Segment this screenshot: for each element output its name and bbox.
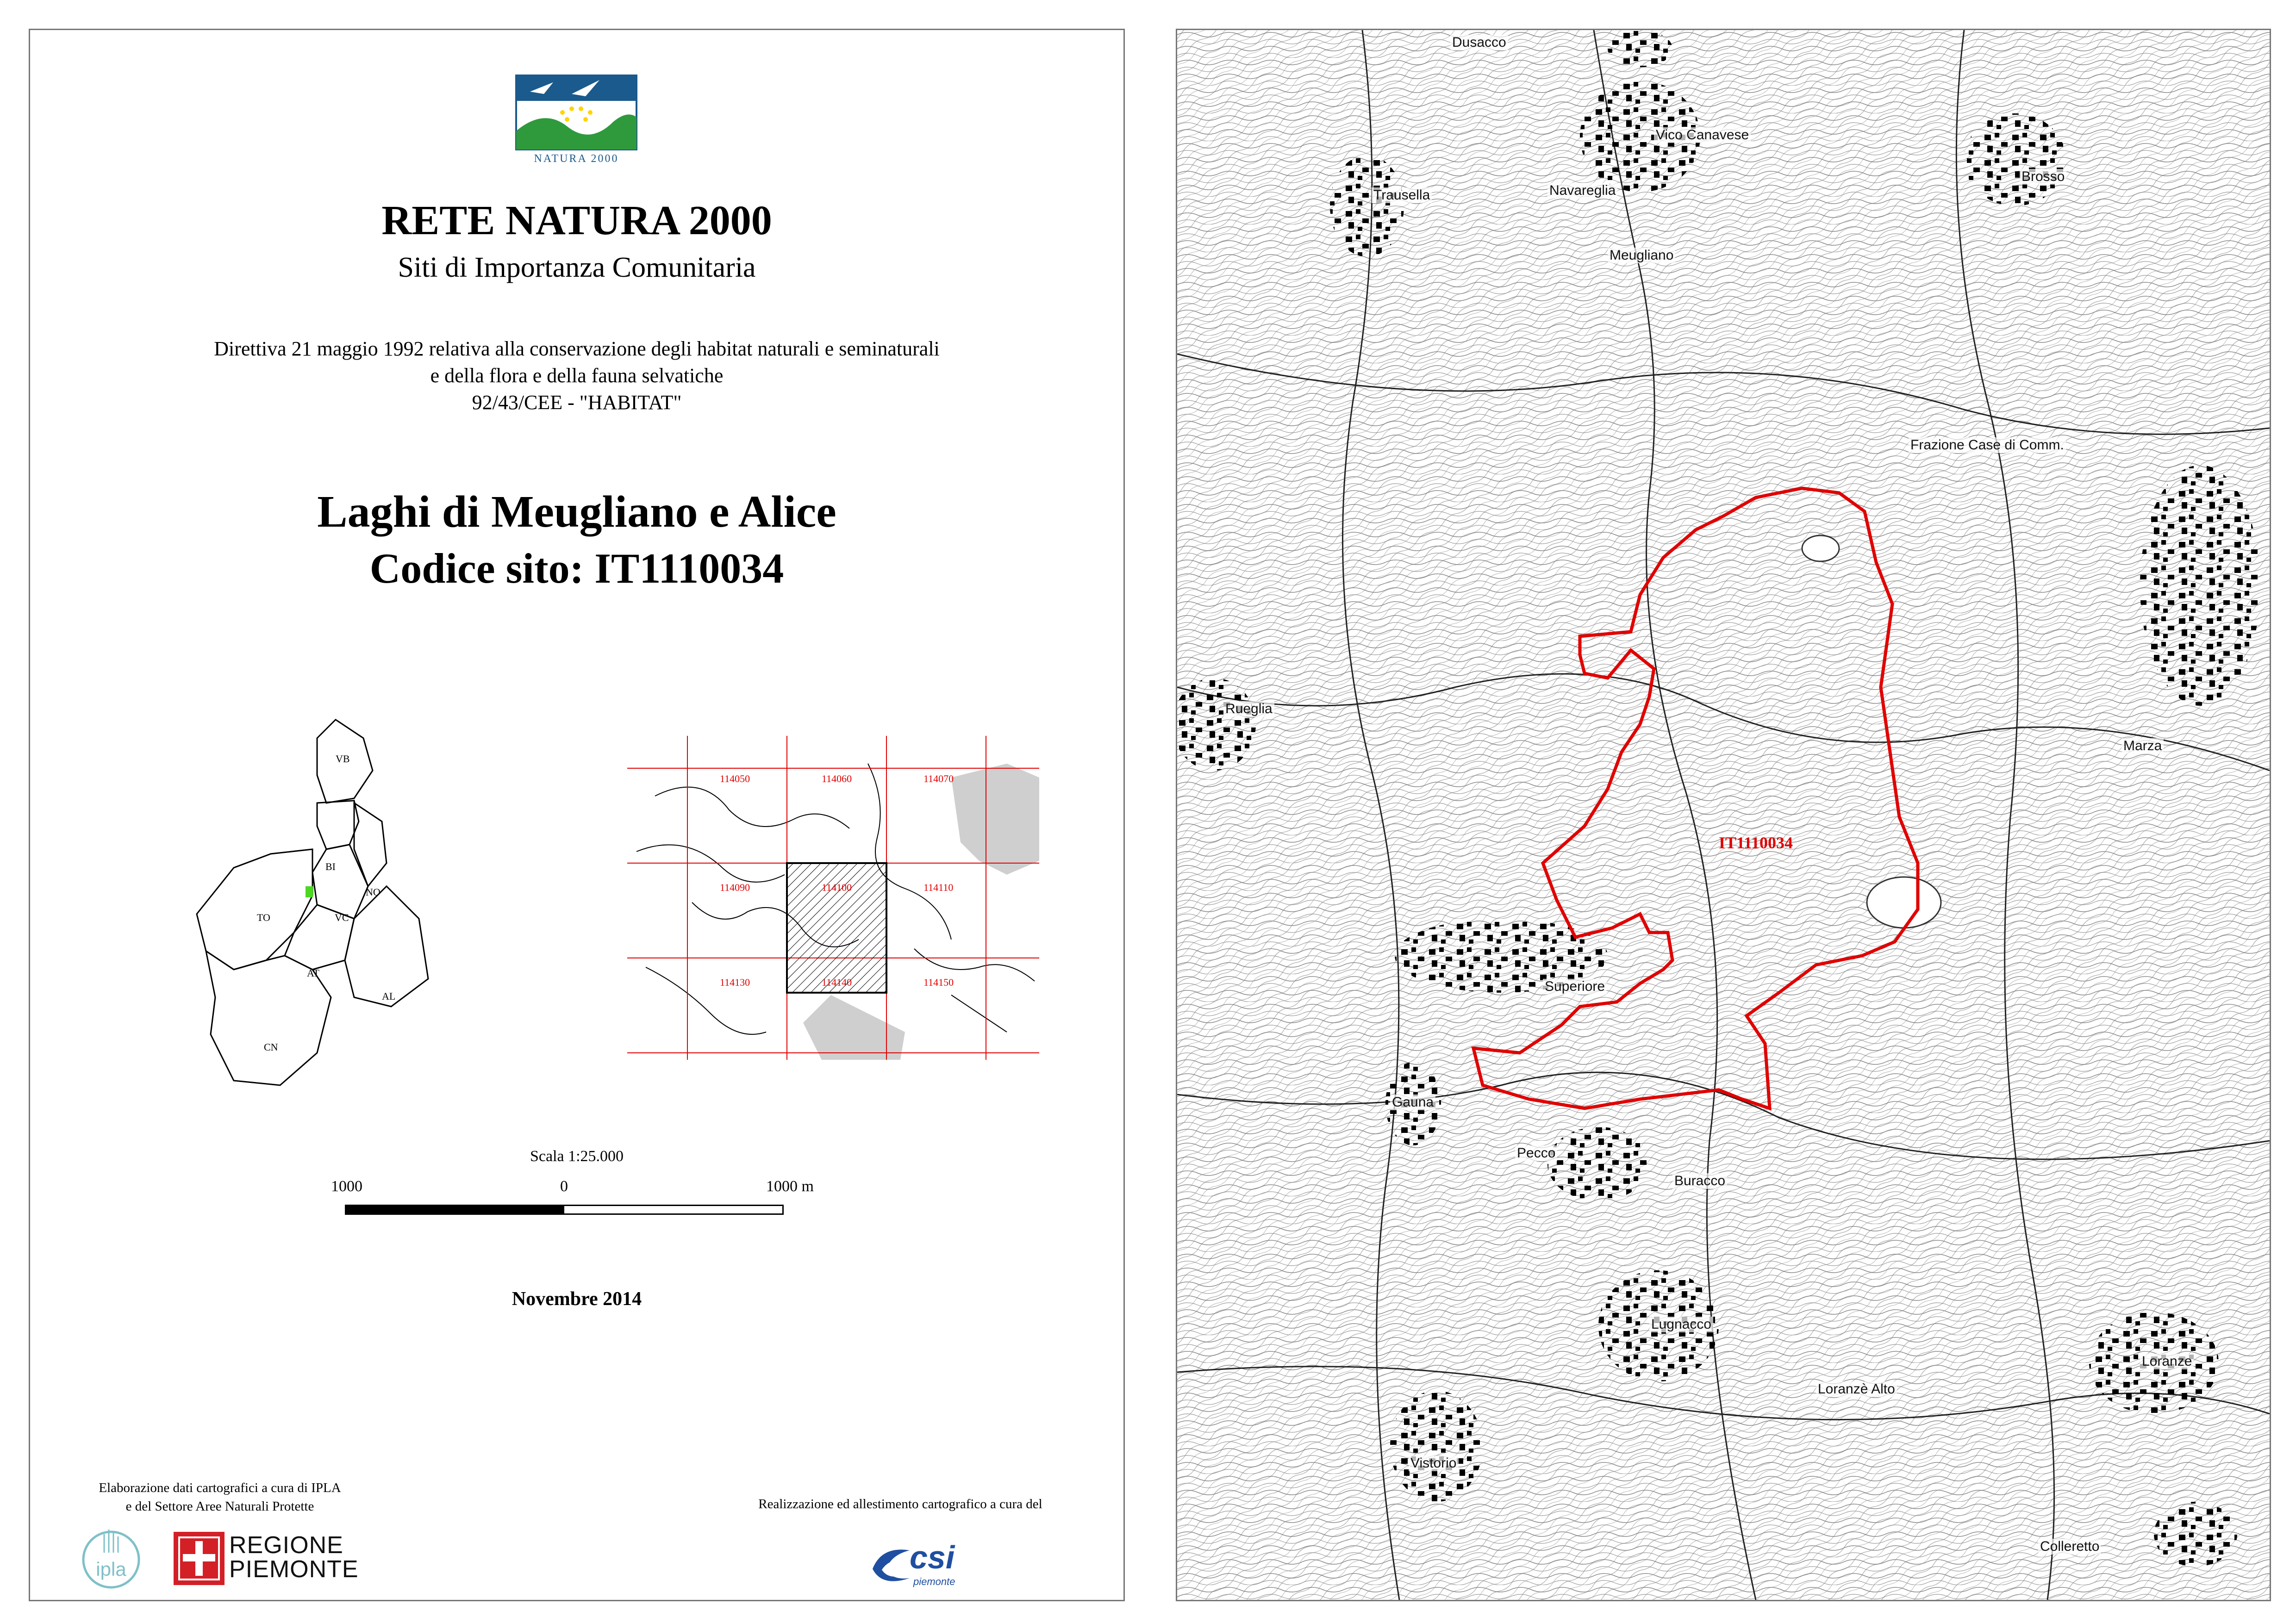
place-label: Colleretto (2038, 1539, 2101, 1555)
site-code-map-label: IT1110034 (1719, 833, 1793, 852)
place-label: Vico Canavese (1654, 127, 1751, 143)
province-label: CN (264, 1041, 278, 1053)
legend-panel (29, 29, 1125, 1601)
place-label: Loranzè Alto (1816, 1381, 1897, 1397)
directive-line: Direttiva 21 maggio 1992 relativa alla conservazione degli habitat naturali e seminaturali (214, 337, 940, 360)
grid-label: 114110 (923, 882, 954, 893)
place-label: Navareglia (1547, 183, 1617, 199)
scale-title: Scala 1:25.000 (530, 1148, 624, 1165)
place-label: Vistorio (1409, 1455, 1459, 1471)
lake (1867, 877, 1941, 928)
site-name: Laghi di Meugliano e Alice (317, 487, 836, 537)
province-label: VB (336, 753, 350, 765)
place-label: Buracco (1672, 1173, 1727, 1189)
place-label: Pecco (1515, 1145, 1557, 1161)
scale-label-right: 1000 m (766, 1178, 814, 1195)
directive-line: 92/43/CEE - "HABITAT" (472, 391, 682, 414)
grid-label: 114100 (822, 882, 852, 893)
place-label: Marza (2121, 738, 2164, 754)
page-subtitle: Siti di Importanza Comunitaria (398, 252, 756, 283)
province-label: AL (382, 990, 396, 1002)
place-label: Lugnacco (1649, 1317, 1713, 1332)
directive-line: e della flora e della fauna selvatiche (430, 364, 724, 387)
grid-inset-map (627, 736, 1039, 1060)
regione-line: PIEMONTE (229, 1556, 359, 1583)
place-label: Meugliano (1608, 248, 1675, 263)
ipla-credit-line: e del Settore Aree Naturali Protette (125, 1499, 314, 1514)
place-label: Gauna (1390, 1094, 1435, 1110)
site-location-marker (306, 886, 313, 897)
lake (1802, 535, 1839, 561)
place-label: Brosso (2020, 169, 2066, 185)
scale-label-left: 1000 (331, 1178, 362, 1195)
place-label: Trausella (1372, 187, 1432, 203)
grid-label: 114070 (923, 773, 954, 784)
place-label: Dusacco (1450, 35, 1508, 50)
ipla-credit (81, 1479, 359, 1516)
scale-bar (345, 1205, 784, 1215)
grid-label: 114060 (822, 773, 852, 784)
directive-text (30, 336, 1123, 416)
province-label: AT (307, 967, 319, 979)
province-inset-map (178, 710, 512, 1127)
scale-label-zero: 0 (560, 1178, 568, 1195)
csi-logo-subtext: piemonte (913, 1576, 955, 1587)
natura-2000-logo (512, 66, 641, 166)
topographic-map-drawing (1177, 30, 2270, 1600)
publication-date: Novembre 2014 (512, 1288, 642, 1310)
province-label: BI (325, 861, 336, 872)
page-title: RETE NATURA 2000 (381, 198, 772, 243)
grid-label: 114150 (923, 976, 954, 988)
place-label: Rueglia (1223, 701, 1274, 717)
province-label: VC (335, 912, 349, 923)
province-label: NO (366, 886, 381, 898)
grid-label: 114090 (720, 882, 750, 893)
regione-piemonte-text (229, 1533, 359, 1581)
csi-credit: Realizzazione ed allestimento cartografico a cura del (758, 1497, 1042, 1511)
grid-label: 114130 (720, 976, 750, 988)
ipla-credit-line: Elaborazione dati cartografici a cura di IPLA (99, 1480, 341, 1495)
place-label: Frazione Case di Comm. (1909, 437, 2066, 453)
grid-label: 114050 (720, 773, 750, 784)
grid-label: 114140 (822, 976, 852, 988)
topographic-map (1176, 29, 2271, 1601)
csi-logo-text: csi (910, 1539, 955, 1575)
province-label: TO (257, 912, 270, 923)
logo-text: NATURA 2000 (534, 153, 619, 165)
regione-line: REGIONE (229, 1532, 343, 1559)
site-code: Codice sito: IT1110034 (369, 545, 784, 592)
ipla-logo-text: ipla (96, 1558, 126, 1580)
place-label: Superiore (1543, 979, 1607, 995)
ipla-logo (76, 1525, 146, 1594)
place-label: Loranze (2140, 1354, 2194, 1369)
